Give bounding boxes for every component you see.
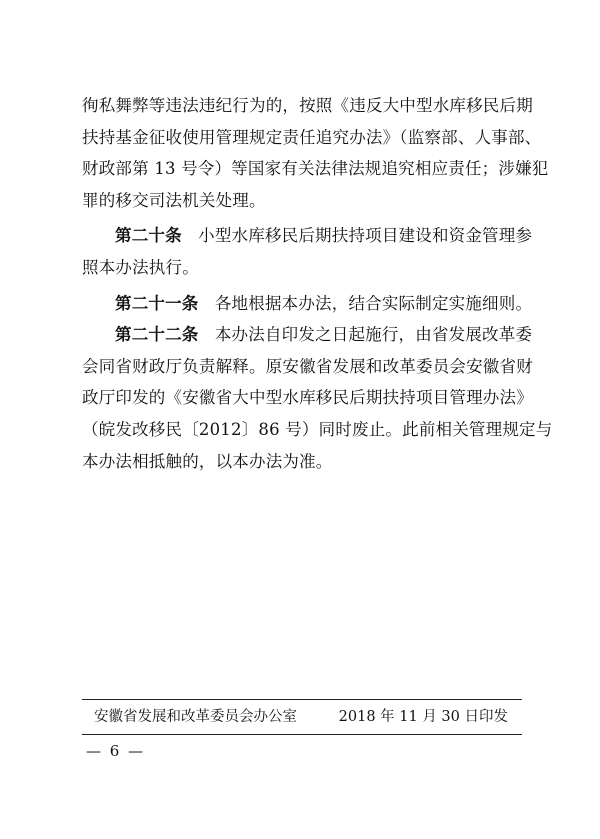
article-22-text: 本办法自印发之日起施行，由省发展改革委 [214, 325, 533, 345]
article-22-line: （皖发改移民〔2012〕86 号）同时废止。此前相关管理规定与 [82, 419, 553, 439]
body-line: 罪的移交司法机关处理。 [82, 190, 266, 210]
article-22-line: 本办法相抵触的，以本办法为准。 [82, 451, 333, 471]
article-22-line: 政厅印发的《安徽省大中型水库移民后期扶持项目管理办法》 [82, 388, 533, 408]
document-body [82, 90, 553, 477]
article-22-first-line [82, 319, 533, 351]
article-20-first-line [82, 220, 533, 252]
article-21-heading: 第二十一条 [115, 293, 199, 313]
article-22-line: 会同省财政厅负责解释。原安徽省发展和改革委员会安徽省财 [82, 356, 533, 376]
body-line: 扶持基金征收使用管理规定责任追究办法》（监察部、人事部、 [82, 127, 542, 147]
article-20-line: 照本办法执行。 [82, 257, 199, 277]
body-line: 徇私舞弊等违法违纪行为的，按照《违反大中型水库移民后期 [82, 96, 533, 115]
article-22-heading: 第二十二条 [115, 325, 199, 345]
article-20-heading: 第二十条 [115, 226, 182, 246]
footer-issuer: 安徽省发展和改革委员会办公室 [94, 709, 297, 725]
footer-top-rule [82, 699, 522, 700]
article-20-text: 小型水库移民后期扶持项目建设和资金管理参 [198, 226, 533, 246]
article-21-line [82, 288, 533, 320]
footer-bottom-rule [82, 734, 522, 735]
article-21-text: 各地根据本办法，结合实际制定实施细则。 [214, 293, 533, 313]
body-line: 财政部第 13 号令）等国家有关法律法规追究相应责任；涉嫌犯 [82, 159, 549, 179]
page-number: — 6 — [86, 742, 146, 760]
footer-date: 2018 年 11 月 30 日印发 [338, 709, 508, 725]
